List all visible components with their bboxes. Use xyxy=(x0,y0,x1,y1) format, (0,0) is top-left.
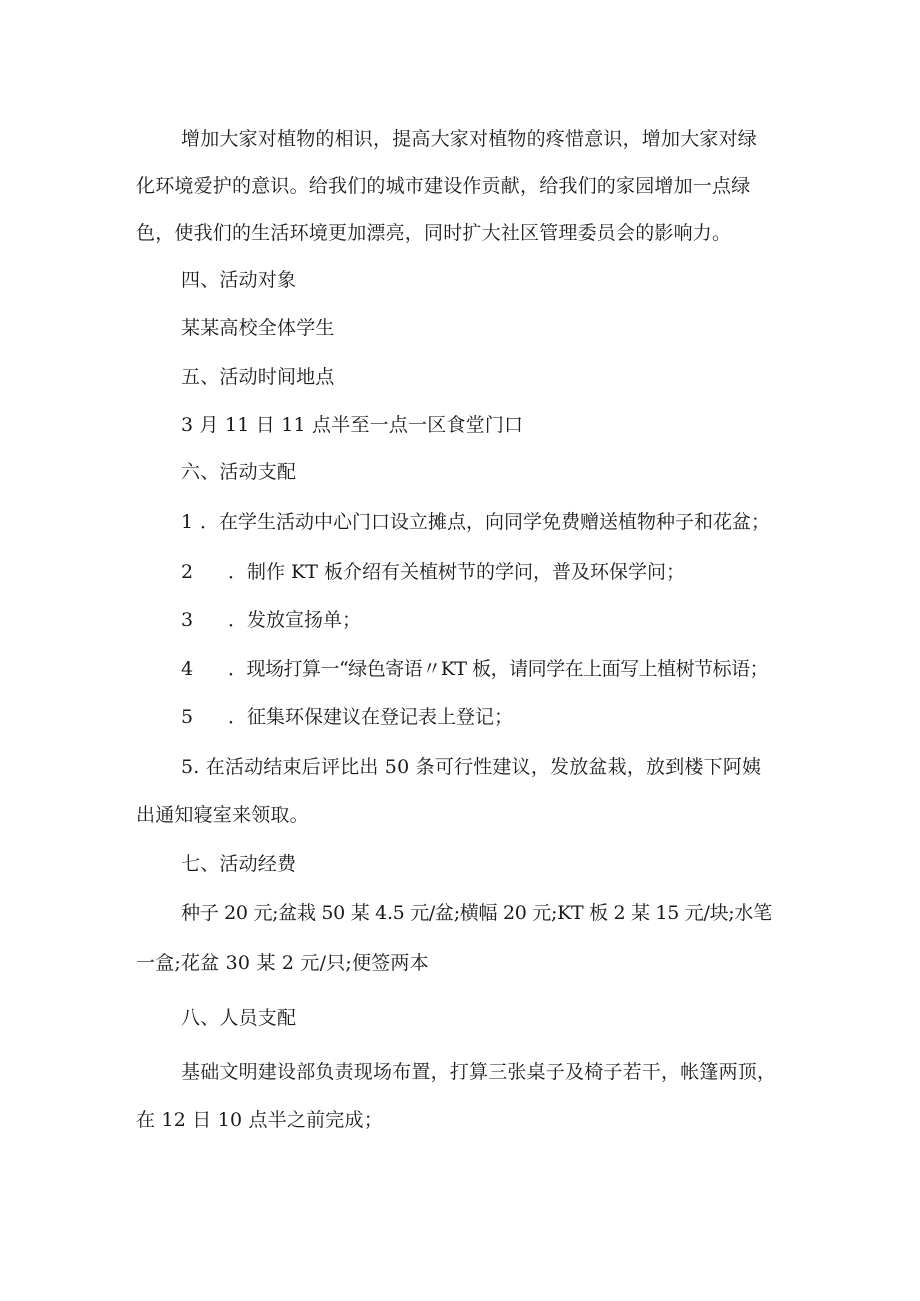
section-8-heading: 八、人员支配 xyxy=(181,1007,297,1029)
list-item-number: 5 xyxy=(181,706,194,728)
paragraph-1-line-3: 色，使我们的生活环境更加漂亮，同时扩大社区管理委员会的影响力。 xyxy=(136,222,732,244)
section-4-heading: 四、活动对象 xyxy=(181,269,297,291)
list-item-number: 1 xyxy=(181,511,194,533)
section-5-content: 3 月 11 日 11 点半至一点一区食堂门口 xyxy=(181,414,524,436)
section-5-heading: 五、活动时间地点 xyxy=(181,366,335,388)
list-item-number: 2 xyxy=(181,561,194,583)
section-7-heading: 七、活动经费 xyxy=(181,853,297,875)
section-4-content: 某某高校全体学生 xyxy=(181,317,335,339)
list-item-number: 3 xyxy=(181,609,194,631)
item-6-line-2: 出通知寝室来领取。 xyxy=(136,804,309,826)
list-item-number: 4 xyxy=(181,658,194,680)
list-item-text: ．制作 KT 板介绍有关植树节的学问，普及环保学问； xyxy=(228,561,685,583)
section-7-line-1: 种子 20 元;盆栽 50 某 4.5 元/盆;横幅 20 元;KT 板 2 某 15 元/块;水笔 xyxy=(181,902,772,924)
section-8-line-2: 在 12 日 10 点半之前完成； xyxy=(136,1109,383,1131)
section-8-line-1: 基础文明建设部负责现场布置，打算三张桌子及椅子若干，帐篷两顶， xyxy=(181,1061,777,1083)
section-7-line-2: 一盒;花盆 30 某 2 元/只;便签两本 xyxy=(136,952,429,974)
paragraph-1-line-2: 化环境爱护的意识。给我们的城市建设作贡献，给我们的家园增加一点绿 xyxy=(136,175,751,197)
list-item-text: ．征集环保建议在登记表上登记； xyxy=(228,706,514,728)
paragraph-1-line-1: 增加大家对植物的相识，提高大家对植物的疼惜意识，增加大家对绿 xyxy=(181,128,758,150)
section-6-heading: 六、活动支配 xyxy=(181,461,297,483)
list-item-text: ．现场打算一“绿色寄语〃KT 板，请同学在上面写上植树节标语； xyxy=(228,658,769,680)
list-item-text: ．在学生活动中心门口设立摊点，向同学免费赠送植物种子和花盆； xyxy=(200,511,771,533)
item-6-line-1: 5. 在活动结束后评比出 50 条可行性建议，发放盆栽，放到楼下阿姨 xyxy=(181,756,762,778)
list-item-text: ．发放宣扬单； xyxy=(228,609,362,631)
